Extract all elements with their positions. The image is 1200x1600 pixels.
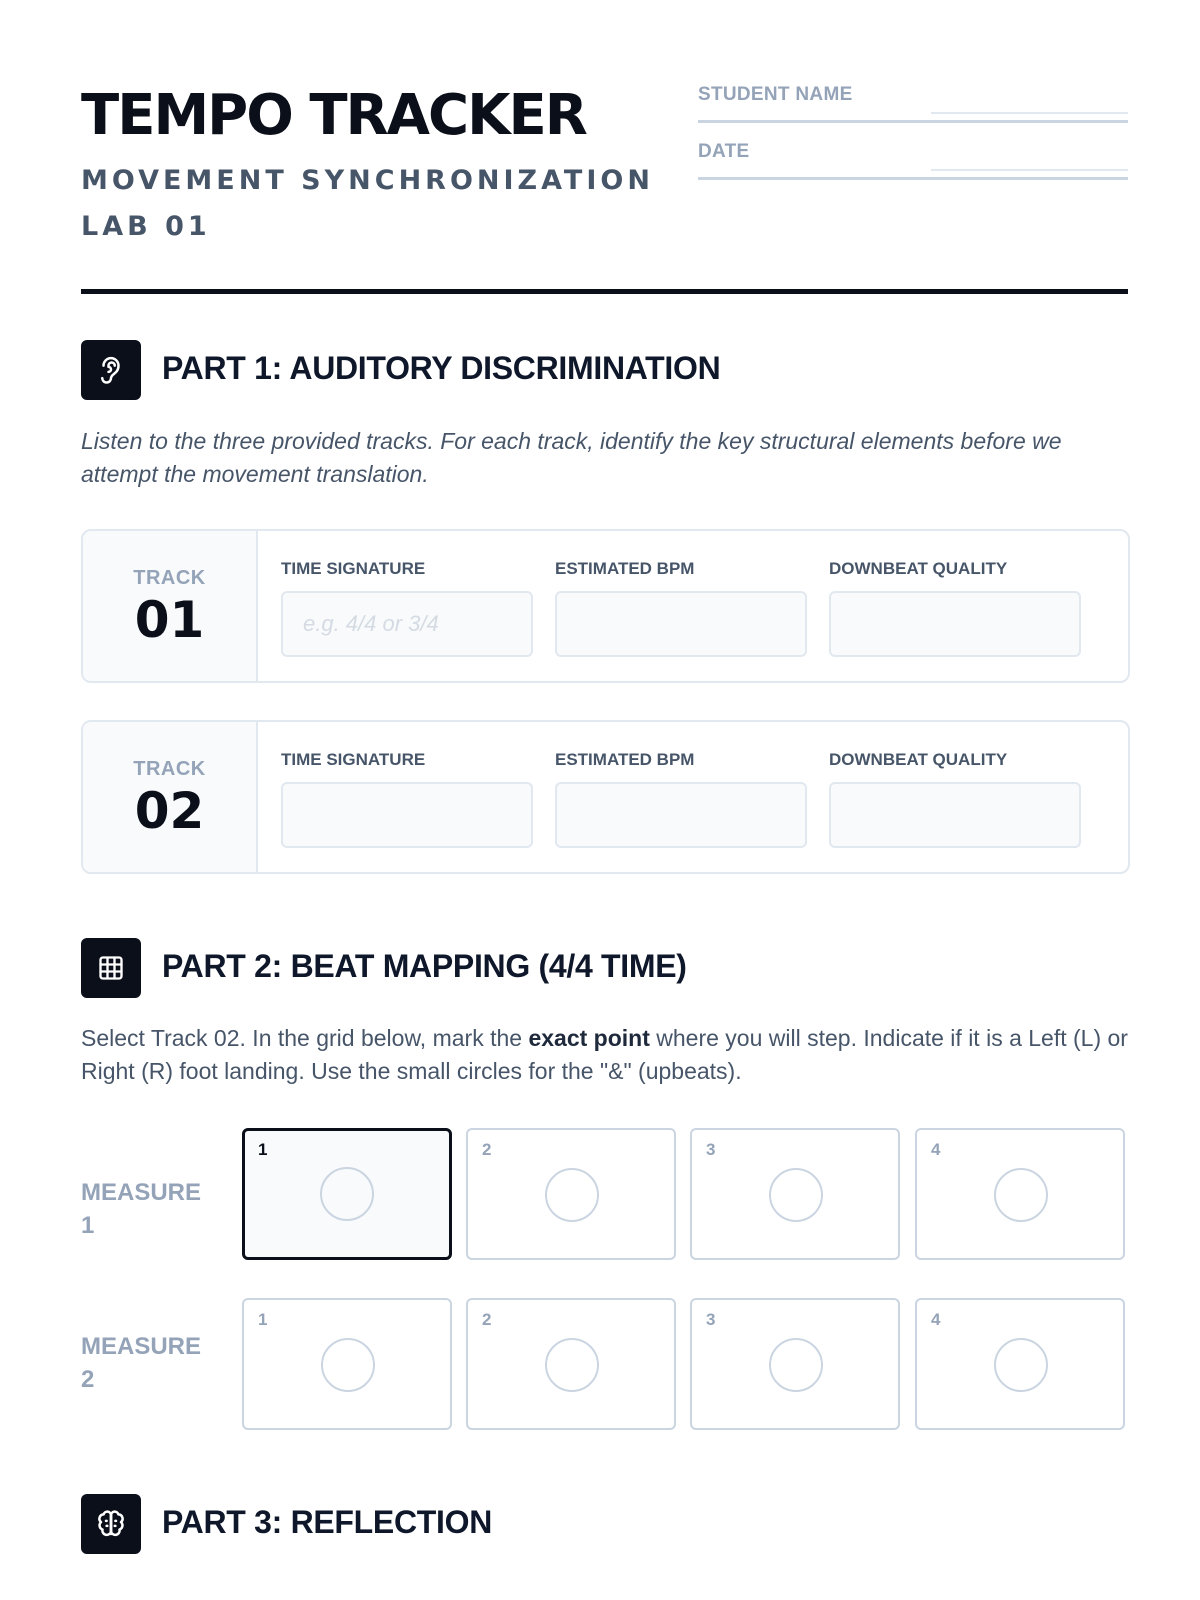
date-row: [698, 141, 1128, 198]
beat-cell-m1-b1[interactable]: [242, 1128, 452, 1260]
instructions-text: where you will step. Indicate if it is a Left (L) or Right (R) foot landing. Use the small circles for the "&" (upbeats).: [81, 1025, 1128, 1084]
track-number: 02: [134, 782, 205, 840]
date-underline: [698, 177, 1128, 180]
beat-cell-m2-b3[interactable]: [690, 1298, 900, 1430]
header-divider: [81, 289, 1128, 294]
beat-number: 1: [258, 1310, 268, 1329]
beat-cell-m2-b2[interactable]: [466, 1298, 676, 1430]
downbeat-quality-group: [829, 750, 1081, 848]
downbeat-quality-group: [829, 559, 1081, 657]
upbeat-circle[interactable]: [320, 1167, 374, 1221]
bpm-group: [555, 750, 807, 848]
grid-icon: [81, 938, 141, 998]
downbeat-quality-input[interactable]: [829, 591, 1081, 657]
track-label: TRACK: [133, 758, 206, 780]
measure-1-label: MEASURE 1: [81, 1179, 202, 1239]
beat-number: 4: [931, 1310, 941, 1329]
ear-icon: [81, 340, 141, 400]
bpm-group: [555, 559, 807, 657]
student-name-row: [698, 84, 1128, 141]
beat-number: 2: [482, 1310, 492, 1329]
beat-cell-m2-b1[interactable]: [242, 1298, 452, 1430]
page-subtitle: MOVEMENT SYNCHRONIZATION LAB 01: [81, 165, 654, 242]
upbeat-circle[interactable]: [769, 1338, 823, 1392]
upbeat-circle[interactable]: [545, 1168, 599, 1222]
instructions-emphasis: exact point: [528, 1025, 650, 1051]
bpm-label: ESTIMATED BPM: [555, 559, 695, 578]
time-signature-input[interactable]: [281, 782, 533, 848]
downbeat-quality-label: DOWNBEAT QUALITY: [829, 750, 1008, 769]
time-signature-label: TIME SIGNATURE: [281, 559, 426, 578]
track-card-01: [81, 529, 1130, 683]
beat-cell-m2-b4[interactable]: [915, 1298, 1125, 1430]
student-info: [698, 84, 1128, 198]
track-number: 01: [134, 591, 205, 649]
upbeat-circle[interactable]: [545, 1338, 599, 1392]
time-signature-group: [281, 559, 533, 657]
upbeat-circle[interactable]: [321, 1338, 375, 1392]
beat-cell-m1-b3[interactable]: [690, 1128, 900, 1260]
time-signature-input[interactable]: [281, 591, 533, 657]
bpm-input[interactable]: [555, 782, 807, 848]
track-id-panel: [83, 722, 258, 872]
beat-number: 2: [482, 1140, 492, 1159]
part2-instructions: [81, 1022, 1128, 1088]
student-name-label: STUDENT NAME: [698, 84, 853, 105]
downbeat-quality-label: DOWNBEAT QUALITY: [829, 559, 1008, 578]
time-signature-group: [281, 750, 533, 848]
beat-number: 3: [706, 1310, 716, 1329]
part1-title: PART 1: AUDITORY DISCRIMINATION: [162, 350, 721, 386]
track-label: TRACK: [133, 567, 206, 589]
track-id-panel: [83, 531, 258, 681]
beat-cell-m1-b2[interactable]: [466, 1128, 676, 1260]
track-card-02: [81, 720, 1130, 874]
bpm-label: ESTIMATED BPM: [555, 750, 695, 769]
measure-2-label: MEASURE 2: [81, 1333, 202, 1393]
bpm-input[interactable]: [555, 591, 807, 657]
beat-number: 4: [931, 1140, 941, 1159]
time-signature-label: TIME SIGNATURE: [281, 750, 426, 769]
student-name-underline: [698, 120, 1128, 123]
date-field[interactable]: [931, 141, 1128, 171]
page-title: TEMPO TRACKER: [81, 83, 586, 148]
upbeat-circle[interactable]: [994, 1168, 1048, 1222]
part1-instructions: Listen to the three provided tracks. For each track, identify the key structural elements before we attempt the movement translation.: [81, 428, 1062, 487]
upbeat-circle[interactable]: [769, 1168, 823, 1222]
date-label: DATE: [698, 141, 750, 162]
beat-number: 3: [706, 1140, 716, 1159]
downbeat-quality-input[interactable]: [829, 782, 1081, 848]
upbeat-circle[interactable]: [994, 1338, 1048, 1392]
beat-number: 1: [258, 1140, 268, 1159]
part3-title: PART 3: REFLECTION: [162, 1504, 493, 1540]
brain-icon: [81, 1494, 141, 1554]
beat-cell-m1-b4[interactable]: [915, 1128, 1125, 1260]
student-name-field[interactable]: [931, 84, 1128, 114]
part2-title: PART 2: BEAT MAPPING (4/4 TIME): [162, 948, 687, 984]
worksheet-header: [81, 84, 1128, 294]
instructions-text: Select Track 02. In the grid below, mark the: [81, 1025, 529, 1051]
